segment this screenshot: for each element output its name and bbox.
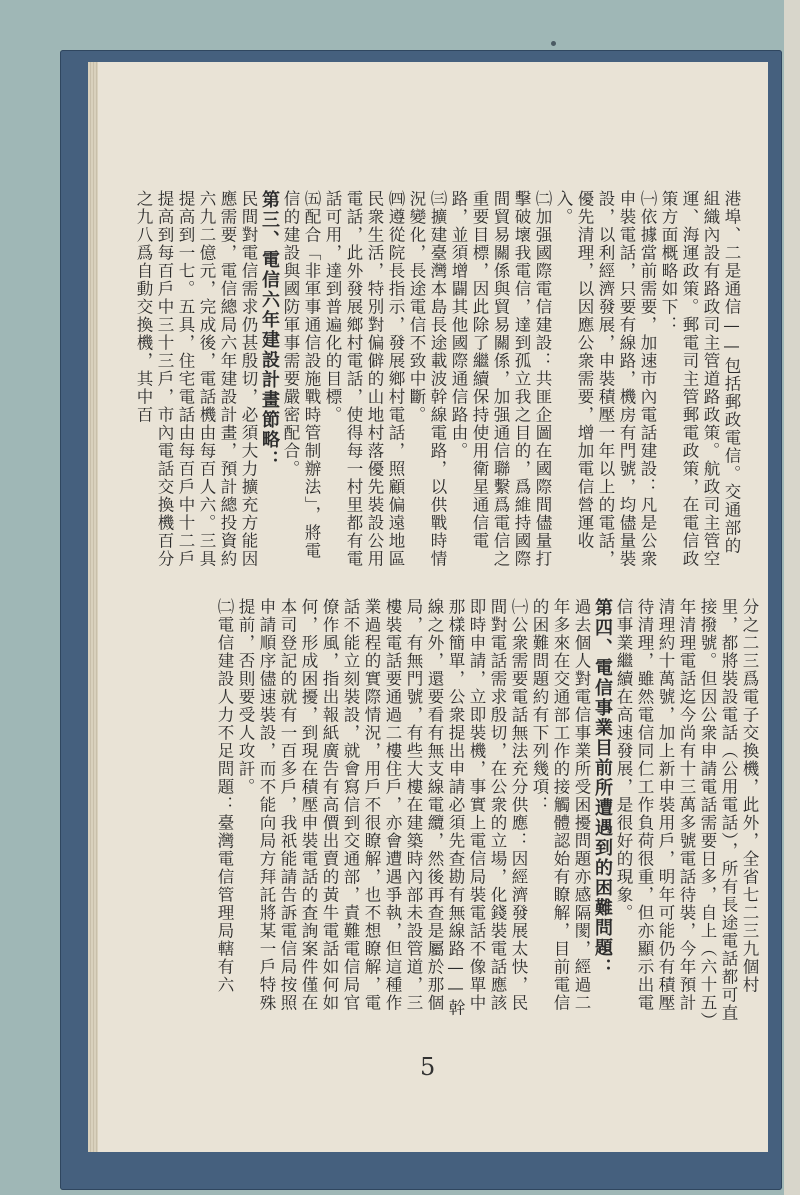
paragraph: ㈠公衆需要電話無法充分供應：因經濟發展太快，民間對電話需求殷切，在公衆的立場，化錢裝電話應該即時申請，立即裝機，事實上電信局裝電話不像單中那樣簡單，公衆提出申請必須先查勘有無線路——幹線之外，還要看有無支線電纜，然後再查是屬於那個局，有無門號，有些大樓在建築時內部未設管道，三樓裝電話要通過二樓住戶，亦會遭遇爭執，但這種作業過程的實際情況，用戶不很瞭解，也不想瞭解，電話不能立刻裝設，就會寫信到交通部，責難電信局官僚作風，指出報紙廣告有高價出賣的黃牛電話如何如何，形成困擾，到現在積壓申裝電話的査詢案件僅在本司登記的就有一百多戶，我祇能請告訴電信局按照申請順序儘速裝設，而不能向局方拜託將某一戶特殊提前，否則要受人攻訐。: [236, 598, 528, 1017]
top-text-block: [92, 190, 742, 570]
page-number: 5: [420, 1053, 436, 1081]
section-heading: 第三、電信六年建設計畫節略：: [259, 190, 280, 470]
paragraph: ㈠依據當前需要，加速市內電話建設：凡是公衆申裝電話，只要有線路，機房有門號，均儘量裝設，以利經濟發展，申裝積壓一年以上的電話，優先清理，以因應公衆需要，增加電信營運收入。: [554, 190, 657, 568]
adjacent-page-edge: [784, 0, 800, 1195]
mark-dot: [551, 41, 556, 46]
bottom-text-block: [160, 598, 760, 1028]
paragraph: ㈡加强國際電信建設：共匪企圖在國際間儘量打擊破壞我電信，達到孤立我之目的，爲維持國際間貿易關係與貿易關係，加强通信聯繫爲電信之重要目標，因此除了繼續保持使用衛星通信電路，並須增闢其他國際通信路由。: [449, 190, 552, 568]
paragraph: ㈣遵從院長指示，發展鄉村電話，照顧偏遠地區民衆生活，特別對偏僻的山地村落優先裝設公用電話，此外發展鄉村電話，使得每一村里都有電話可用，達到普遍化的目標。: [323, 190, 405, 568]
paragraph: 港埠、二是通信——包括郵政電信。交通部的組織內設有路政司主管道路政策。航政司主管空運、海運政策。郵電司主管郵電政策，在電信政策方面概略如下：: [659, 190, 741, 568]
section-heading: 第四、電信事業目前所遭遇到的困難問題：: [592, 598, 613, 978]
paragraph: 民間對電信需求仍甚殷切，必須大力擴充方能因應需要，電信總局六年建設計畫，預計總投資約六九二億元，完成後，電話機由每百人六。三具提高到一七。五具，住宅電話由每百戶中十二戶提高到每百戶中三十三戶，市內電話交換機百分之九八爲自動交換機，其中百: [134, 190, 258, 568]
paragraph: ㈢擴建臺灣本島長途載波幹線電路，以供戰時情況變化，長途電信不致中斷。: [407, 190, 447, 568]
paragraph: ㈤配合「非軍事通信設施戰時管制辦法」，將電信的建設與國防軍事需要嚴密配合。: [281, 190, 321, 560]
paragraph: 分之二三爲電子交換機，此外，全省七二三九個村里，都將裝設電話（公用電話），所有長途電話都可直接撥號。但因公衆申請電話需要日多，自上（六十五）年清理電話迄今尚有十三萬多號電話待裝，今年預計清理約十萬號，加上新申裝用戶，明年可能仍有積壓待清理，雖然電信同仁工作負荷很重，但亦顯示出電信事業繼續在高速發展，是很好的現象。: [614, 598, 759, 1022]
paragraph: ㈡電信建設人力不足問題：臺灣電信管理局轄有六: [215, 598, 234, 994]
paragraph: 過去個人對電信事業所受困擾問題亦感隔閡，經過二年多來在交通部工作的接觸體認始有瞭解，目前電信的困難問題約有下列幾項：: [530, 598, 591, 1012]
